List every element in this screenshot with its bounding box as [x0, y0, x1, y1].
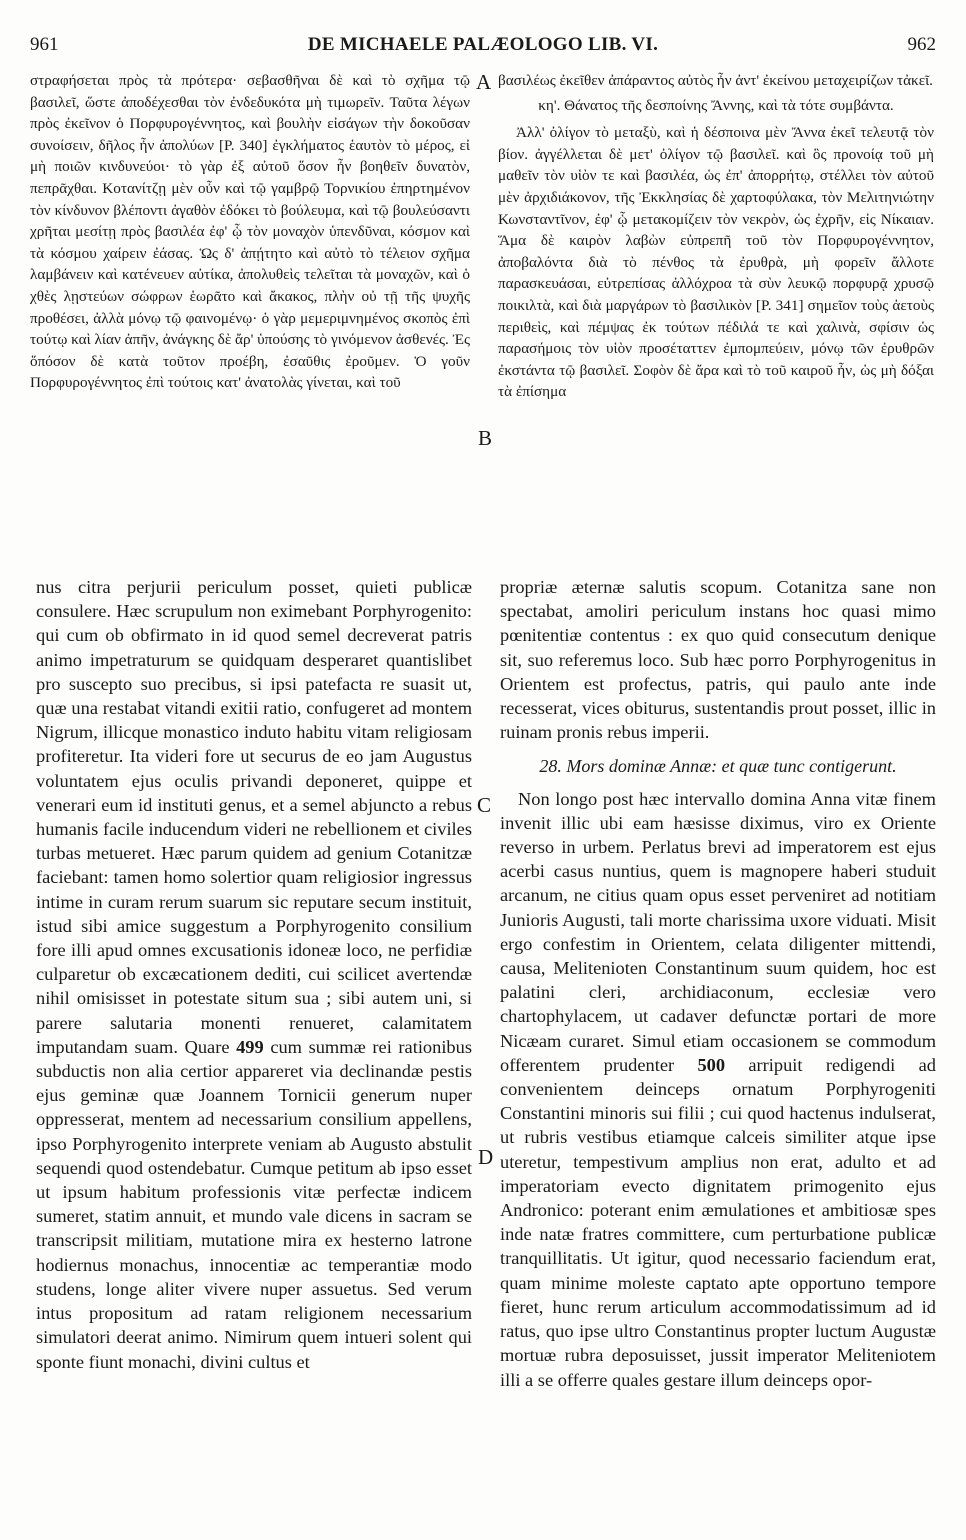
greek-column-left	[30, 70, 470, 394]
greek-paragraph: Ἀλλ' ὀλίγον τὸ μεταξὺ, καὶ ἡ δέσποινα μὲν Ἄννα ἐκεῖ τελευτᾷ τὸν βίον. ἀγγέλλεται δὲ μετ' ὀλίγον τῷ βασιλεῖ. καὶ ὃς προνοίᾳ τοῦ μὴ μαθεῖν τὸν υἱὸν τε καὶ βασιλέα, ὡς ἐπ' ἀπορρήτῳ, στέλλει τὸν αὐτοῦ μὲν ἀρχιδιάκονον, τῆς Ἐκκλησίας δὲ χαρτοφύλακα, τὸν Μελιτηνιώτην Κωνσταντῖνον, ἐφ' ᾧ μετακομίζειν τὸν νεκρὸν, ὡς ἐχρῆν, εἰς Νίκαιαν. Ἅμα δὲ καιρὸν λαβὼν εὐπρεπῆ τοῦ τὸν Πορφυρογέννητον, ἀποβαλόντα διὰ τὸ πένθος τὰ ἐρυθρὰ, μὴ φορεῖν ἄλλοτε παρασκευάσαι, εὐτρεπίσας ἀλλόχροα τὰ σὺν λευκῷ πορφυρᾷ χρυσῷ ποικιλτὰ, καὶ διὰ μαργάρων τὸ βασιλικὸν [P. 341] σημεῖον τοὺς ἀετοὺς περιθεὶς, καὶ πέμψας ἐκ τούτων πέδιλά τε καὶ χαλινὰ, σφίσιν ὡς παρασήμοις τὸν υἱὸν προσέταττεν ἐμπομπεύειν, μόνῳ τῶν ἐρυθρῶν ἐκστάντα τῷ βασιλεῖ. Σοφὸν δὲ ἄρα καὶ τὸ τοῦ καιροῦ ἦν, ὡς μὴ δόξαι τὰ ἐπίσημα	[498, 124, 934, 401]
section-marker-c: C	[477, 793, 492, 817]
latin-column-left	[36, 575, 472, 1374]
section-marker-d: D	[478, 1145, 494, 1169]
page-number-left: 961	[30, 34, 59, 55]
latin-paragraph	[36, 575, 472, 1374]
greek-paragraph: βασιλέως ἐκεῖθεν ἀπάραντος αὐτὸς ἦν ἀντ' ἐκείνου μεταχειρίζων τἀκεῖ.	[498, 72, 933, 89]
latin-paragraph: propriæ æternæ salutis scopum. Cotanitza sane non spectabat, amoliri periculum instans hoc quasi mimo pœnitentiæ contentus : ex quo quid consecutum denique sit, suo referemus loco. Sub hæc porro Porphyrogenitus in Orientem est profectus, patris, qui paulo ante inde recesserat, vices obiturus, sustentandis prout posset, illic in ruinam pronis rebus imperii.	[500, 577, 936, 743]
latin-text: arripuit redigendi ad convenientem deinceps ornatum Porphyrogeniti Constantini minoris sui filii ; cui quod hactenus indulserat, ut rubris vestibus etiamque calceis similiter atque ipse uteretur, tempestivum amplius non erat, adulto et ad imperatoriam evecto dignitatem primogenito ejus Andronico: poterant enim æmulationes et ambitiosæ spes inde natæ fratres committere, cum perturbatione publicæ tranquillitatis. Ut igitur, quod necessario faciendum erat, quam minime moleste captato apte opportuno tempore fieret, hunc rerum articulum accommodatissimum ad id ratus, quo ipse ultro Constantinus propter luctum Augustæ mortuæ rubra deposuisset, jussit imperator Meliteniotem illi a se offerre quales gestare illum deinceps opor-	[500, 1054, 936, 1390]
margin-page-number: 500	[697, 1054, 726, 1075]
greek-column-right	[498, 70, 934, 403]
latin-text: cum summæ rei rationibus subductis non alia certior appareret via declinandæ pestis ejus geminæ quæ Joannem Tornicii generum nuper oppresserat, mentem ad necessarium consilium appellens, ipso Porphyrogenito interprete veniam ab Augusto abstulit sequendi quod ostendebatur. Cumque petitum ab ipso esset ut ipsum habitum professionis vitæ perfectæ indicem sumeret, statim annuit, et mundo vale dicens in sacram se transcripsit militiam, mutatione mira ex hesterno latrone hodiernus monachus, innocentiæ ac temperantiæ modo studens, longe aliter vivere nuper assuetus. Sed verum intus propositum ad ratam religionem necessarium simulatori deerat animo. Nimirum quem intueri solent qui sponte fiunt monachi, divini cultus et	[36, 1036, 472, 1372]
page-number-right: 962	[907, 34, 936, 55]
latin-text: Non longo post hæc intervallo domina Anna vitæ finem invenit illic ubi eam hæsisse diximus, viro ex Oriente reverso in urbem. Perlatus brevi ad imperatorem est ejus acerbi casus nuntius, quem is magnopere haberi studuit arcanum, ne citius quam opus esset perveniret ad notitiam Junioris Augusti, tali morte charissima uxore viduati. Misit ergo confestim in Orientem, celata diligenter mittendi, causa, Melitenioten Constantinum suum quidem, hoc est palatini cleri, archidiaconum, ecclesiæ vero chartophylacem, ut cadaver defunctæ portari de more Nicæam curaret. Simul etiam occasionem se commodum offerentem prudenter	[500, 788, 936, 1075]
running-header	[30, 34, 936, 60]
margin-page-number: 499	[236, 1036, 264, 1057]
greek-paragraph: στραφήσεται πρὸς τὰ πρότερα· σεβασθῆναι δὲ καὶ τὸ σχῆμα τῷ βασιλεῖ, ὥστε ἀποδέχεσθαι τὸν ἐνδεδυκότα μὴ τιμωρεῖν. Ταῦτα λέγων πρὸς ἐκεῖνον ὁ Πορφυρογέννητος, καὶ βουλὴν εἰσάγων τὴν δοκοῦσαν συνοίσειν, δῆλος ἦν ἀπολύων [P. 340] ἐγκλήματος ἑαυτὸν τὸ μέρος, εἰ μὴ ποιῶν κινδυνεύοι· τὸ γὰρ ἐξ αὐτοῦ ὅσον ἦν βοηθεῖν δυνατὸν, πεπρᾶχθαι. Κοτανίτζῃ μὲν οὖν καὶ τῷ γαμβρῷ Τορνικίου ἐπηρτημένον τὸν κίνδυνον βλέποντι ἀγαθὸν ἐδόκει τὸ βούλευμα, καὶ τῷ βουλεύσαντι χρῆται μεσίτῃ πρὸς βασιλέα ἐφ' ᾧ τὸν μοναχὸν ὑπενδῦναι, κόσμον καὶ τὰ κόσμου χαίρειν ἐάσας. Ὡς δ' ἀπῄτητο καὶ αὐτὸ τὸ τέλειον σχῆμα λαμβάνειν καὶ κατένευεν αὐτίκα, ἀπολυθεὶς τελεῖται τὰ μοναχῶν, καὶ ὁ χθὲς λῃστεύων σώφρων ἑωρᾶτο καὶ ἄκακος, πλὴν οὐ τῇ τῆς ψυχῆς προθέσει, ἀλλὰ μόνῳ τῷ φαινομένῳ· ὁ γὰρ μεμεριμνημένος σκοπὸς ἐπὶ τούτῳ καὶ λίαν ἀπῆν, ἀνάγκης δὲ ἄρ' ὑπούσης τὸ γινόμενον ἀσθενές. Ἐς ὅπόσον δὲ κατὰ τοῦτον προέβη, ἐσαῦθις ἐροῦμεν. Ὁ γοῦν Πορφυρογέννητος ἐπὶ τούτοις κατ' ἀνατολὰς γίνεται, καὶ τοῦ	[30, 72, 470, 392]
running-title: DE MICHAELE PALÆOLOGO LIB. VI.	[307, 34, 659, 55]
greek-section-heading: κη'. Θάνατος τῆς δεσποίνης Ἄννης, καὶ τὰ τότε συμβάντα.	[538, 96, 894, 114]
latin-column-right	[500, 575, 936, 1392]
section-marker-a: A	[476, 70, 492, 94]
latin-section-heading: 28. Mors dominæ Annæ: et quæ tunc contigerunt.	[539, 756, 897, 777]
latin-text: nus citra perjurii periculum posset, quieti publicæ consulere. Hæc scrupulum non eximebant Porphyrogenito: qui cum ob obfirmato in id quod semel decreverat patris animo impetraturum se quidquam desperaret quantislibet pro suscepto suo precibus, si ipsi patefacta re suasit ut, quæ una restabat vitandi exitii ratio, confugeret ad montem Nigrum, illicque monastico induto habitu vitam religiosam profiteretur. Ita videri fore ut securus de eo jam Augustus voluntatem ejus oculis privandi deponeret, quippe et venerari eum id instituti genus, et a semel abjuncto a rebus humanis facile inducendum videri ne rebellionem et civiles turbas metueret. Hæc parum quidem ad genium Cotanitzæ faciebant: tamen homo solertior quam religiosior ingressus intime in curam rerum suarum sic reputare secum instituit, istud sibi amice suggestum a Porphyrogenito consilium fore illi apud omnes excusationis idoneæ loco, ne perfidiæ culparetur ob excæcationem dediti, cui scilicet avertendæ nihil omisisset in potestate situm sua ; sibi autem uni, si parere salutaria monenti renueret, calamitatem imputandam suam. Quare	[36, 577, 472, 1057]
section-marker-b: B	[478, 426, 493, 450]
latin-paragraph	[500, 787, 936, 1392]
